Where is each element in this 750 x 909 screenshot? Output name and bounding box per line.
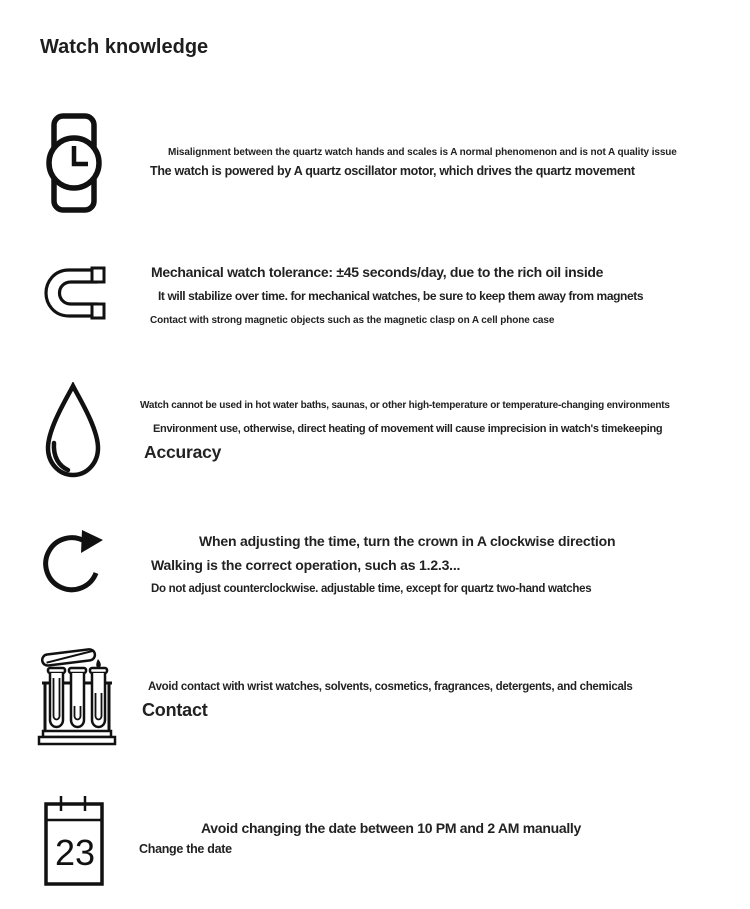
date-change-warning-line: Avoid changing the date between 10 PM and 2 AM manually — [201, 820, 581, 836]
magnet-stabilize-line: It will stabilize over time. for mechanical watches, be sure to keep them away from magnets — [158, 289, 644, 303]
calendar-day-number: 23 — [55, 832, 96, 873]
calendar-icon — [42, 791, 106, 888]
wristwatch-icon — [40, 113, 108, 213]
crown-clockwise-line: When adjusting the time, turn the crown in A clockwise direction — [199, 533, 616, 549]
contact-heading: Contact — [142, 700, 208, 720]
page-title: Watch knowledge — [40, 36, 209, 58]
water-drop-icon — [40, 382, 106, 480]
test-tubes-icon — [36, 641, 118, 748]
temperature-env-line: Environment use, otherwise, direct heating of movement will cause imprecision in watch's timekeeping — [153, 423, 663, 435]
quartz-main-line: The watch is powered by A quartz oscillator motor, which drives the quartz movement — [150, 164, 635, 178]
magnet-tolerance-line: Mechanical watch tolerance: ±45 seconds/day, due to the rich oil inside — [151, 264, 604, 280]
chemicals-warning-line: Avoid contact with wrist watches, solvents, cosmetics, fragrances, detergents, and chemicals — [148, 681, 633, 693]
walking-operation-line: Walking is the correct operation, such as 1.2.3... — [151, 557, 461, 573]
quartz-note-line: Misalignment between the quartz watch hands and scales is A normal phenomenon and is not A quality issue — [168, 147, 677, 158]
accuracy-heading: Accuracy — [144, 442, 222, 462]
temperature-note-line: Watch cannot be used in hot water baths, saunas, or other high-temperature or temperature-changing environments — [140, 400, 670, 411]
change-date-heading: Change the date — [139, 842, 232, 856]
magnet-icon — [42, 263, 108, 323]
clockwise-rotation-icon — [40, 526, 106, 596]
counterclockwise-warning-line: Do not adjust counterclockwise. adjustable time, except for quartz two-hand watches — [151, 583, 592, 595]
magnet-contact-line: Contact with strong magnetic objects such as the magnetic clasp on A cell phone case — [150, 315, 555, 326]
